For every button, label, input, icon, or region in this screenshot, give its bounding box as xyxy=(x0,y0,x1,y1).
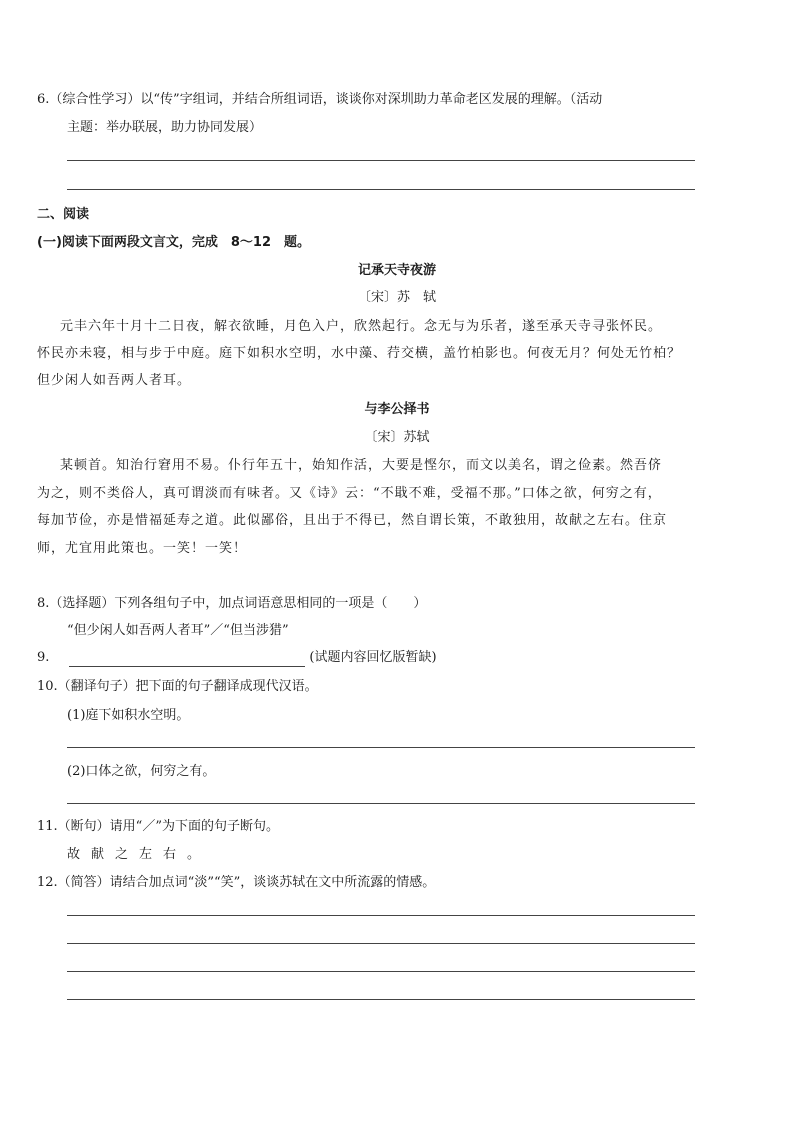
answer-line[interactable] xyxy=(67,999,695,1000)
answer-line[interactable] xyxy=(67,803,695,804)
answer-line[interactable] xyxy=(67,915,695,916)
section-heading: 二、阅读 xyxy=(37,207,90,222)
text2-para-line1: 某顿首。知治行窘用不易。仆行年五十，始知作活，大要是悭尔，而文以美名，谓之俭素。然吾侪 xyxy=(60,458,663,473)
text2-title: 与李公择书 xyxy=(364,402,430,417)
answer-line[interactable] xyxy=(67,971,695,972)
text1-para-line3: 但少闲人如吾两人者耳。 xyxy=(37,373,192,388)
answer-line[interactable] xyxy=(67,160,695,161)
question-9 xyxy=(37,649,437,667)
question-9-note: (试题内容回忆版暂缺) xyxy=(309,650,437,665)
text1-title: 记承天寺夜游 xyxy=(357,263,436,278)
question-6-line2: 主题：举办联展，助力协同发展） xyxy=(67,120,263,135)
answer-line[interactable] xyxy=(67,747,695,748)
question-10-stem: 10.（翻译句子）把下面的句子翻译成现代汉语。 xyxy=(37,679,318,694)
text2-para-line4: 师，尤宜用此策也。一笑！一笑！ xyxy=(37,541,248,556)
section-subheading: (一)阅读下面两段文言文，完成 8～12 题。 xyxy=(37,235,311,250)
question-8-stem: 8.（选择题）下列各组句子中，加点词语意思相同的一项是（ ） xyxy=(37,596,427,611)
text2-para-line2: 为之，则不类俗人，真可谓淡而有味者。又《诗》云：“不戢不难，受福不那。”口体之欲，何穷之有， xyxy=(37,486,662,501)
answer-blank[interactable] xyxy=(69,652,305,667)
text1-para-line1: 元丰六年十月十二日夜，解衣欲睡，月色入户，欣然起行。念无与为乐者，遂至承天寺寻张怀民。 xyxy=(60,319,663,334)
text1-author: 〔宋〕苏 轼 xyxy=(357,290,436,305)
question-11-sentence: 故献之左右。 xyxy=(67,847,212,862)
question-12-stem: 12.（简答）请结合加点词“淡”“笑”，谈谈苏轼在文中所流露的情感。 xyxy=(37,875,436,890)
question-8-pair: “但少闲人如吾两人者耳”／“但当涉猎” xyxy=(67,623,289,638)
answer-line[interactable] xyxy=(67,943,695,944)
text2-author: 〔宋〕苏轼 xyxy=(364,430,430,445)
text2-para-line3: 每加节俭，亦是惜福延寿之道。此似鄙俗，且出于不得已，然自谓长策，不敢独用，故献之左右。住京 xyxy=(37,513,668,528)
question-9-number: 9. xyxy=(37,650,50,665)
text1-para-line2: 怀民亦未寝，相与步于中庭。庭下如积水空明，水中藻、荇交横，盖竹柏影也。何夜无月？何处无竹柏？ xyxy=(37,346,682,361)
question-11-stem: 11.（断句）请用“／”为下面的句子断句。 xyxy=(37,819,279,834)
question-6-line1: 6.（综合性学习）以“传”字组词，并结合所组词语，谈谈你对深圳助力革命老区发展的理解。（活动 xyxy=(37,92,603,107)
answer-line[interactable] xyxy=(67,189,695,190)
question-10-sentence-1: (1)庭下如积水空明。 xyxy=(67,708,190,723)
question-10-sentence-2: (2)口体之欲，何穷之有。 xyxy=(67,764,216,779)
